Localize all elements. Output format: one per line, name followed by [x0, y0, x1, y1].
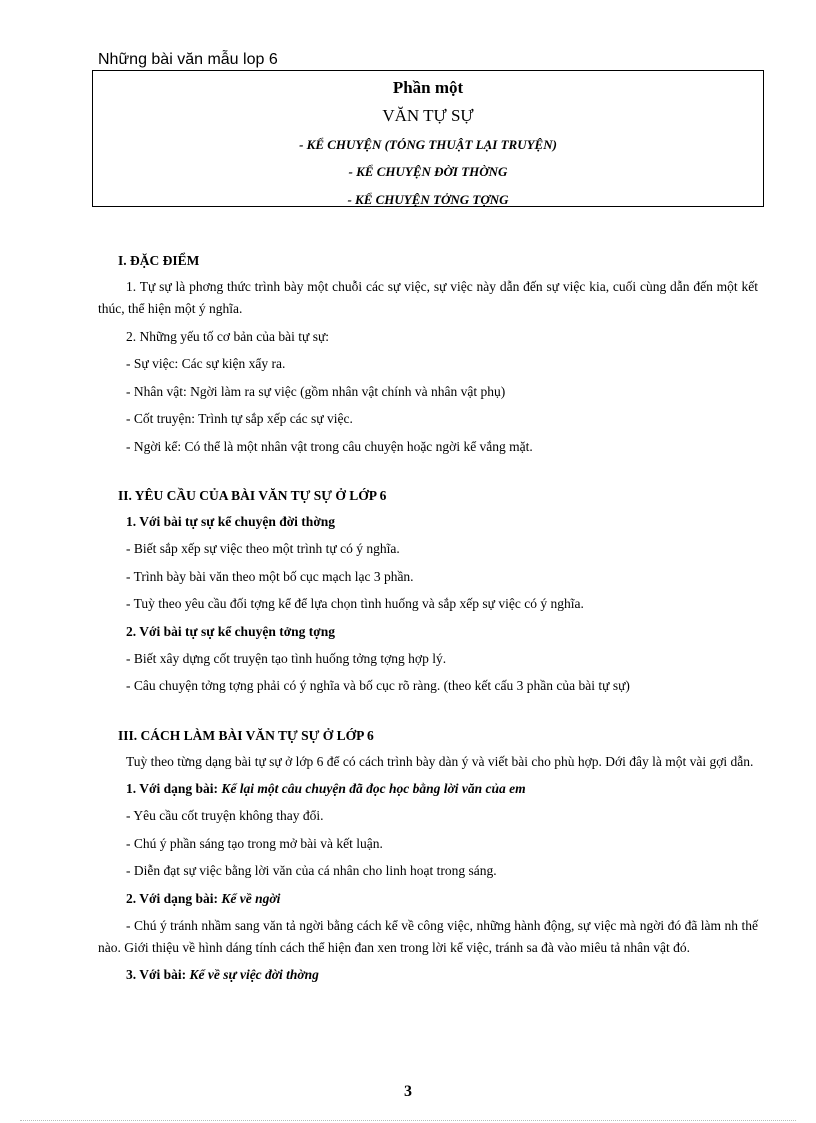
body-content — [98, 250, 758, 991]
paragraph: 2. Những yếu tố cơ bản của bài tự sự: — [126, 328, 330, 344]
list-item: - Nhân vật: Ngời làm ra sự việc (gồm nhân vật chính và nhân vật phụ) — [126, 383, 506, 399]
page-number: 3 — [404, 1083, 412, 1100]
subsection-heading: 1. Với bài tự sự kể chuyện đời thờng — [126, 514, 336, 529]
genre-title: VĂN TỰ SỰ — [382, 106, 474, 125]
subsection-title: Kể về ngời — [221, 890, 281, 906]
list-item: - Biết xây dựng cốt truyện tạo tình huống tởng tợng hợp lý. — [126, 650, 447, 666]
list-item: - Cốt truyện: Trình tự sắp xếp các sự việc. — [126, 411, 353, 426]
list-item: - Câu chuyện tởng tợng phải có ý nghĩa và bố cục rõ ràng. (theo kết cấu 3 phần của bài tự sự) — [126, 678, 630, 693]
subsection-title: Kể về sự việc đời thờng — [189, 967, 319, 982]
section-heading: III. CÁCH LÀM BÀI VĂN TỰ SỰ Ở LỚP 6 — [118, 727, 374, 743]
topic-line: - KỂ CHUYỆN TỞNG TỢNG — [347, 192, 509, 207]
subsection-prefix: 1. Với dạng bài: — [126, 781, 219, 796]
subsection-prefix: 3. Với bài: — [126, 967, 187, 982]
subsection-heading — [126, 888, 758, 910]
footer-divider — [20, 1120, 796, 1121]
title-box — [92, 70, 764, 207]
list-item: - Tuỳ theo yêu cầu đối tợng kể để lựa chọn tình huống và sắp xếp sự việc có ý nghĩa. — [126, 596, 584, 611]
list-item: - Diễn đạt sự việc bằng lời văn của cá nhân cho linh hoạt trong sáng. — [126, 863, 497, 878]
section-heading: I. ĐẶC ĐIỂM — [118, 253, 200, 268]
running-header: Những bài văn mẫu lop 6 — [98, 51, 278, 68]
subsection-heading — [126, 778, 758, 800]
list-item: - Chú ý phần sáng tạo trong mở bài và kết luận. — [126, 835, 383, 851]
part-title: Phần một — [392, 78, 464, 97]
subsection-heading: 2. Với bài tự sự kể chuyện tởng tợng — [126, 623, 336, 639]
subsection-heading — [126, 964, 758, 986]
section-heading: II. YÊU CẦU CỦA BÀI VĂN TỰ SỰ Ở LỚP 6 — [118, 488, 387, 503]
list-item: - Yêu cầu cốt truyện không thay đổi. — [126, 808, 324, 823]
subsection-prefix: 2. Với dạng bài: — [126, 890, 219, 906]
list-item: - Ngời kể: Có thể là một nhân vật trong câu chuyện hoặc ngời kể vắng mặt. — [126, 438, 533, 454]
topic-line: - KỂ CHUYỆN (TÓNG THUẬT LẠI TRUYỆN) — [299, 137, 557, 152]
paragraph: - Chú ý tránh nhầm sang văn tả ngời bằng cách kể về công việc, những hành động, sự việc mà ngời đó đã làm nh thế nào. Giới thiệu về hình dáng tính cách thể hiện đan xen trong lời kể việc, tránh sa đà vào miêu tả nhân vật đó. — [98, 917, 758, 955]
paragraph: 1. Tự sự là phơng thức trình bày một chuỗi các sự việc, sự việc này dẫn đến sự việc kia, cuối cùng dẫn đến một kết thúc, thể hiện một ý nghĩa. — [98, 279, 758, 316]
list-item: - Sự việc: Các sự kiện xẩy ra. — [126, 356, 286, 371]
subsection-title: Kể lại một câu chuyện đã đọc học bằng lời văn của em — [221, 781, 526, 796]
paragraph: Tuỳ theo từng dạng bài tự sự ở lớp 6 để có cách trình bày dàn ý và viết bài cho phù hợp. Dới đây là một vài gợi dẫn. — [126, 753, 754, 769]
topic-line: - KỂ CHUYỆN ĐỜI THỜNG — [348, 164, 508, 179]
list-item: - Trình bày bài văn theo một bố cục mạch lạc 3 phần. — [126, 568, 414, 584]
list-item: - Biết sắp xếp sự việc theo một trình tự có ý nghĩa. — [126, 541, 400, 556]
